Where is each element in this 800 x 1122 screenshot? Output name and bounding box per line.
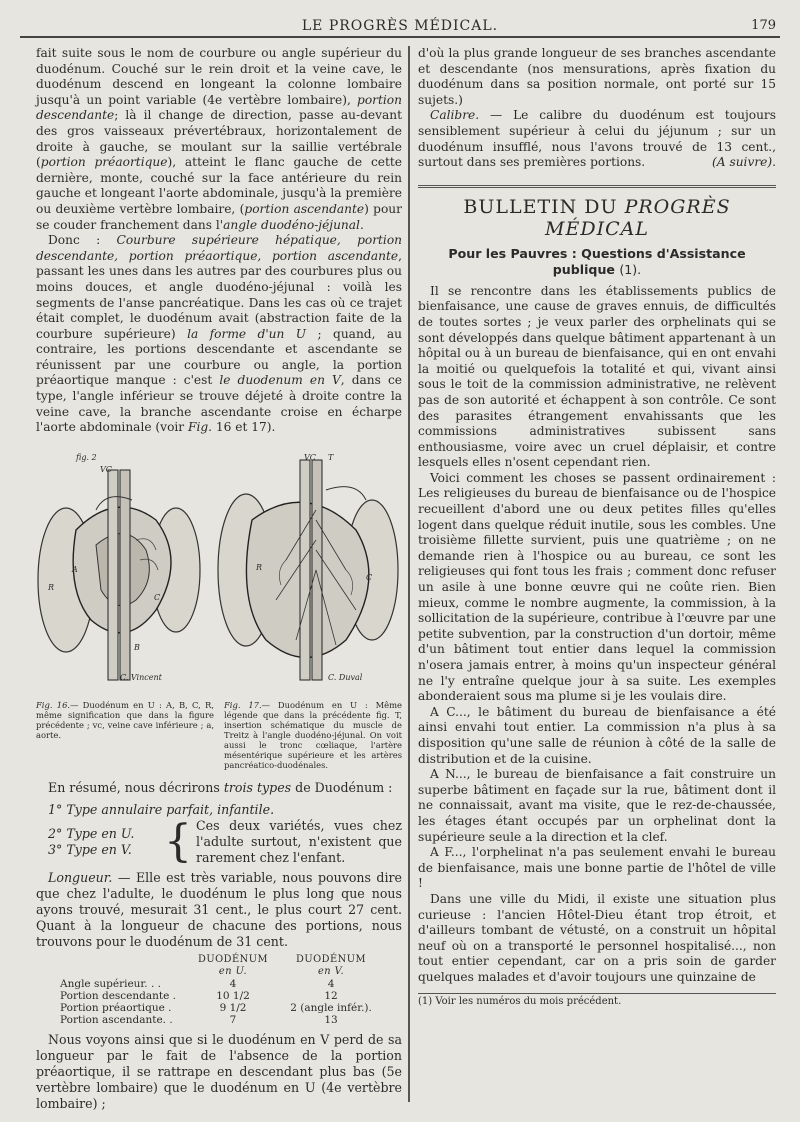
fig-label-t: T xyxy=(328,452,334,462)
caption-fig-16: Fig. 16.— Duodénum en U : A, B, C, R, même signification que dans la figure précédente ; vc, veine cave inférieure ; a, aorte. xyxy=(36,699,214,740)
anatomical-figures xyxy=(36,444,402,694)
page-number: 179 xyxy=(751,18,776,33)
paragraph-a-c: A C..., le bâtiment du bureau de bienfaisance a été ainsi envahi tout entier. La commission n'a plus à sa disposition qu'une salle de réunion à côté de la salle de distribution et de la cuisine. xyxy=(418,704,776,766)
table-head-u: DUODÉNUM en U. xyxy=(198,953,269,977)
left-column xyxy=(36,46,403,1111)
brace-glyph: { xyxy=(164,815,192,867)
paragraph-calibre: Calibre. — Le calibre du duodénum est toujours sensiblement supérieur à celui du jéjunum ; sur un duodénum insufflé, nous l'avons trouvé de 13 cent., surtout dans ses premières portions. (A suivre). xyxy=(418,108,776,170)
footnote-rule xyxy=(418,993,776,994)
brace-text: Ces deux variétés, vues chez l'adulte surtout, n'existent que rarement chez l'enfant. xyxy=(196,817,402,865)
a-suivre: (A suivre). xyxy=(712,155,776,170)
paragraph-conclusion: Nous voyons ainsi que si le duodénum en V perd de sa longueur par le fait de l'absence de la portion préaortique, il se rattrape en descendant plus bas (5e vertèbre lombaire) que le duodénum en U (4e vertèbre lombaire) ; xyxy=(36,1031,402,1111)
paragraph-ville-midi: Dans une ville du Midi, il existe une situation plus curieuse : l'ancien Hôtel-Dieu étant trop étroit, et d'ailleurs tombant de vétusté, on a construit un hôpital neuf où on a transporté le personnel hospitalisé..., non tout entier cependant, car on a pris soin de garder quelques malades et d'avoir toujours une quinzaine de xyxy=(418,891,776,984)
table-row: Angle supérieur. . . 4 4 xyxy=(60,977,335,990)
fig-label-c: C xyxy=(154,592,161,602)
duodenum-u-arteries-illustration xyxy=(216,450,402,686)
paragraph-voici-comment: Voici comment les choses se passent ordinairement : Les religieuses du bureau de bienfaisance ou de l'hospice recueillent d'abord une ou deux petites filles qu'elles logent dans quelque réduit inutile, sous les combles. Une troisième fillette survient, puis une quatrième ; on ne demande rien à l'hospice ou au bureau, ce sont les religieuses qui font tous les frais ; comment donc refuser un asile à une bonne œuvre qui ne coûte rien. Bien mieux, comme le nombre augmente, la commission, à la sollicitation de la supérieure, contribue à l'œuvre par une petite subvention, par la construction d'un dortoir, même d'un bâtiment tout entier dans lequel la commission n'osera jamais entrer, à moins qu'un inspecteur général ne l'y entraîne quelque jour à sa suite. Les exemples abonderaient sous ma plume si je les voulais dire. xyxy=(418,470,776,704)
paragraph-summary-segments: Donc : Courbure supérieure hépatique, portion descendante, portion préaortique, portion ascendante, passant les unes dans les autres par des courbures plus ou moins douces, et angle duodéno-jéjunal : voilà les segments de l'anse pancréatique. Dans les cas où ce trajet était complet, le duodénum avait (abstraction faite de la courbure supérieure) la forme d'un U ; quand, au contraire, les portions descendante et ascendante se réunissent par une courbure ou angle, la portion préaortique manque : c'est le duodenum en V, dans ce type, l'angle inférieur se trouve déjeté à droite contre la veine cave, la branche ascendante croise en écharpe l'aorte abdominale (voir Fig. 16 et 17). xyxy=(36,233,403,435)
paragraph-anatomy: fait suite sous le nom de courbure ou angle supérieur du duodénum. Couché sur le rein droit et la veine cave, le duodénum descend en longeant la colonne lombaire jusqu'à un point variable (4e vertèbre lombaire), portion descendante; là il change de direction, passe au-devant des gros vaisseaux prévertébraux, horizontalement de droite à gauche, se moulant sur la saillie vertébrale (portion préaortique), atteint le flanc gauche de cette dernière, monte, couché sur la face antérieure du rein gauche et longeant l'aorte abdominale, jusqu'à la première ou deuxième vertèbre lombaire, (portion ascendante) pour se couder franchement dans l'angle duodéno-jéjunal. xyxy=(36,46,402,232)
caption-fig-17: Fig. 17.— Duodénum en U : Même légende que dans la précédente fig. T, insertion schématique du muscle de Treitz à l'angle duodéno-jéjunal. On voit aussi le tronc cœliaque, l'artère mésentérique supérieure et les artères pancréatico-duodénales. xyxy=(224,699,402,770)
paragraph-a-f: A F..., l'orphelinat n'a pas seulement envahi le bureau de bienfaisance, mais une bonne partie de l'hôtel de ville ! xyxy=(418,845,776,891)
engraver-signature: C. Vincent xyxy=(120,672,162,682)
fig-label-vc: VC xyxy=(100,464,112,474)
figure-captions xyxy=(36,700,402,770)
figure-17 xyxy=(216,450,402,686)
engraver-signature-2: C. Duval xyxy=(328,672,363,682)
type-1: 1° Type annulaire parfait, infantile. xyxy=(48,801,275,817)
paragraph-longueur: Longueur. — Elle est très variable, nous pouvons dire que chez l'adulte, le duodénum le plus long que nous ayons trouvé, mesurait 31 cent., le plus court 27 cent. Quant à la longueur de chacune des portions, nous trouvons pour le duodénum de 31 cent. xyxy=(36,869,402,949)
fig-label-r: R xyxy=(48,582,55,592)
footnote: (1) Voir les numéros du mois précédent. xyxy=(418,996,622,1008)
paragraph-resume: En résumé, nous décrirons trois types de Duodénum : xyxy=(48,779,393,795)
paragraph-orphelinats: Il se rencontre dans les établissements publics de bienfaisance, une cause de graves ennuis, de difficultés de toutes sortes ; je veux parler des orphelinats qui se sont développés dans quelque bâtiment appartenant à un hôpital ou à un bureau de bienfaisance, qui en ont envahi la moitié ou quelquefois la totalité et qui, vivant ainsi sous le toit de la commission administrative, ne relèvent pas de son autorité et échappent à son contrôle. Ce sont des parasites étrangement envahissants que les commissions administratives subissent sans enthousiasme, voire avec un cruel déplaisir, et contre lesquels elles n'osent cependant rien. xyxy=(418,283,776,470)
column-rule xyxy=(408,46,410,1102)
type-3: 3° Type en V. xyxy=(48,841,132,857)
duodenum-u-illustration xyxy=(36,450,206,686)
table-head-v: DUODÉNUM en V. xyxy=(296,953,367,977)
right-column xyxy=(418,46,776,1102)
figure-16 xyxy=(36,450,206,686)
fig-label-c-2: C xyxy=(366,572,373,582)
table-row: Portion préaortique . 9 1/2 2 (angle infér.). xyxy=(60,1001,372,1014)
types-brace-group xyxy=(36,815,402,867)
fig-label-vc-2: VC xyxy=(304,452,316,462)
section-rule xyxy=(418,185,776,188)
bulletin-title: BULLETIN DU PROGRÈS MÉDICAL xyxy=(463,195,731,240)
running-title: LE PROGRÈS MÉDICAL. xyxy=(301,18,499,34)
bulletin-subtitle: Pour les Pauvres : Questions d'Assistance publique (1). xyxy=(448,245,746,277)
type-2: 2° Type en U. xyxy=(48,825,135,841)
duodenum-types-list xyxy=(36,802,402,866)
paragraph-continuation: d'où la plus grande longueur de ses branches ascendante et descendante (nos mensurations, après fixation du duodénum dans sa position normale, ont porté sur 15 sujets.) xyxy=(418,46,776,107)
fig-label-b: B xyxy=(134,642,140,652)
fig-tag-label: fig. 2 xyxy=(76,452,97,462)
length-table xyxy=(52,954,380,1026)
fig-label-r-2: R xyxy=(256,562,263,572)
paragraph-a-n: A N..., le bureau de bienfaisance a fait construire un superbe bâtiment en façade sur la rue, bâtiment dont il ne connaissait, avant ma visite, que le rez-de-chaussée, les étages étant occupés par un orphelinat dont la supérieure seule a la direction et la clef. xyxy=(418,767,776,844)
fig-label-a: A xyxy=(72,564,78,574)
table-row: Portion descendante . 10 1/2 12 xyxy=(60,989,338,1002)
page-header xyxy=(20,12,780,38)
table-row: Portion ascendante. . 7 13 xyxy=(60,1013,338,1026)
